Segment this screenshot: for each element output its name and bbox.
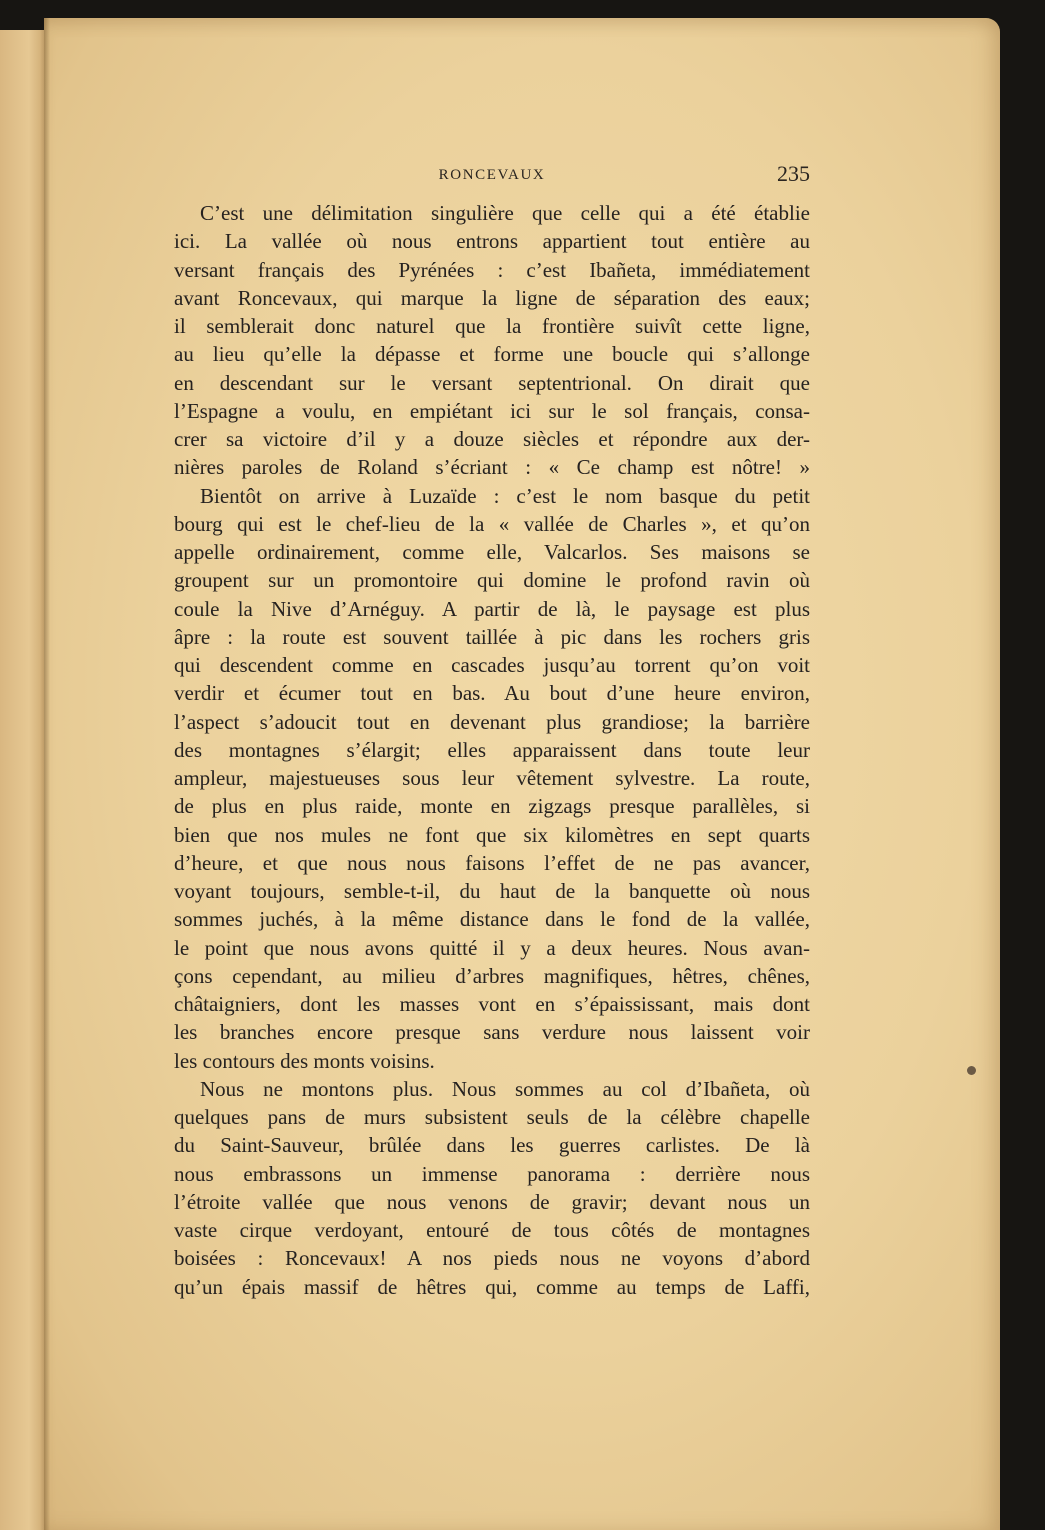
text-line: ampleur, majestueuses sous leur vêtement sylvestre. La route, — [174, 766, 810, 790]
text-line: sommes juchés, à la même distance dans le fond de la vallée, — [174, 907, 810, 932]
text-line: châtaigniers, dont les masses vont en s’épaississant, mais dont — [174, 992, 810, 1016]
text-line: bourg qui est le chef-lieu de la « vallée de Charles », et qu’on — [174, 511, 810, 536]
text-line: l’Espagne a voulu, en empiétant ici sur le sol français, consa- — [174, 398, 810, 423]
running-title: RONCEVAUX — [438, 167, 546, 183]
text-line: en descendant sur le versant septentrional. On dirait que — [174, 370, 810, 395]
text-line: l’étroite vallée que nous venons de gravir; devant nous un — [174, 1189, 810, 1214]
text-line: appelle ordinairement, comme elle, Valcarlos. Ses maisons se — [174, 540, 810, 564]
text-line: versant français des Pyrénées : c’est Ibañeta, immédiatement — [174, 257, 810, 282]
text-line: coule la Nive d’Arnéguy. A partir de là, le paysage est plus — [174, 596, 810, 621]
text-line: çons cependant, au milieu d’arbres magnifiques, hêtres, chênes, — [174, 963, 810, 988]
text-line: les contours des monts voisins. — [174, 1048, 435, 1073]
text-line: Bientôt on arrive à Luzaïde : c’est le nom basque du petit — [200, 483, 810, 508]
running-head — [174, 163, 810, 191]
text-line: boisées : Roncevaux! A nos pieds nous ne voyons d’abord — [174, 1246, 810, 1271]
text-line: ici. La vallée où nous entrons appartient tout entière au — [174, 229, 810, 254]
text-line: bien que nos mules ne font que six kilomètres en sept quarts — [174, 822, 810, 847]
text-line: crer sa victoire d’il y a douze siècles et répondre aux der- — [174, 427, 810, 451]
text-line: nières paroles de Roland s’écriant : « Ce champ est nôtre! » — [174, 455, 810, 480]
text-line: le point que nous avons quitté il y a deux heures. Nous avan- — [174, 935, 810, 960]
text-line: qui descendent comme en cascades jusqu’au torrent qu’on voit — [174, 653, 810, 677]
body-text — [174, 199, 810, 1301]
text-line: verdir et écumer tout en bas. Au bout d’une heure environ, — [174, 681, 810, 706]
text-line: au lieu qu’elle la dépasse et forme une boucle qui s’allonge — [174, 342, 810, 367]
text-line: il semblerait donc naturel que la frontière suivît cette ligne, — [174, 314, 810, 338]
text-line: Nous ne montons plus. Nous sommes au col d’Ibañeta, où — [200, 1076, 810, 1101]
text-line: nous embrassons un immense panorama : derrière nous — [174, 1161, 810, 1186]
text-line: qu’un épais massif de hêtres qui, comme au temps de Laffi, — [174, 1274, 810, 1299]
text-line: les branches encore presque sans verdure nous laissent voir — [174, 1020, 810, 1045]
text-line: âpre : la route est souvent taillée à pic dans les rochers gris — [174, 624, 810, 649]
text-line: de plus en plus raide, monte en zigzags presque parallèles, si — [174, 794, 810, 819]
text-line: voyant toujours, semble-t-il, du haut de la banquette où nous — [174, 879, 810, 903]
text-line: quelques pans de murs subsistent seuls de la célèbre chapelle — [174, 1105, 810, 1129]
paper-spot — [967, 1066, 976, 1075]
text-line: groupent sur un promontoire qui domine le profond ravin où — [174, 568, 810, 593]
page-number: 235 — [777, 161, 810, 186]
text-line: C’est une délimitation singulière que celle qui a été établie — [200, 201, 810, 225]
text-line: avant Roncevaux, qui marque la ligne de séparation des eaux; — [174, 285, 810, 310]
text-line: vaste cirque verdoyant, entouré de tous côtés de montagnes — [174, 1218, 810, 1242]
page-fold-shadow — [44, 18, 50, 1530]
text-line: d’heure, et que nous nous faisons l’effet de ne pas avancer, — [174, 850, 810, 875]
text-line: du Saint-Sauveur, brûlée dans les guerres carlistes. De là — [174, 1133, 810, 1158]
text-line: des montagnes s’élargit; elles apparaissent dans toute leur — [174, 737, 810, 762]
text-line: l’aspect s’adoucit tout en devenant plus grandiose; la barrière — [174, 709, 810, 734]
